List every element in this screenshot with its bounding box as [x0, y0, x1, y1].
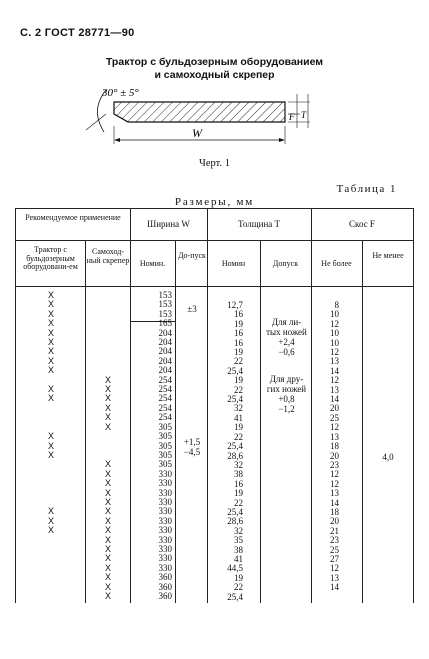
tolerance-cast-label-1: Для ли-: [271, 317, 302, 327]
title-line-1: Трактор с бульдозерным оборудованием: [105, 56, 324, 68]
tractor-mark: X: [47, 365, 54, 376]
thickness-value: 12,7: [227, 300, 243, 310]
angle-label: 30° ± 5°: [102, 87, 139, 99]
thickness-value: 28,6: [227, 450, 243, 461]
scraper-mark: X: [104, 591, 111, 601]
tractor-mark: X: [47, 431, 54, 442]
thickness-value: 19: [234, 572, 243, 583]
header-scraper: Самоход-ный скрепер: [86, 247, 130, 265]
scraper-mark: X: [104, 543, 111, 554]
thickness-value: 22: [234, 356, 243, 367]
scraper-mark: X: [104, 478, 111, 489]
tractor-mark: [39, 592, 63, 601]
blade-drawing: [80, 84, 320, 154]
width-value: 330: [158, 553, 172, 564]
scraper-mark: X: [104, 515, 111, 526]
bevel-value: 12: [330, 563, 339, 574]
bevel-value: 13: [330, 356, 339, 367]
scraper-mark: X: [104, 384, 111, 395]
tolerance-other-minus: −1,2: [278, 404, 295, 414]
width-value: 254: [158, 402, 172, 413]
bevel-value: 12: [330, 347, 339, 358]
width-value: 330: [158, 525, 172, 536]
scraper-mark: X: [104, 374, 111, 385]
width-value: 165: [158, 318, 172, 329]
bevel-max-column: [315, 301, 339, 593]
bevel-value: 14: [330, 582, 339, 593]
dimensions-table: [15, 208, 413, 603]
bevel-value: 20: [330, 403, 339, 414]
tolerance-cast-minus: −0,6: [278, 347, 295, 357]
bevel-value: 8: [334, 300, 339, 310]
width-value: 254: [158, 384, 172, 395]
tractor-mark: X: [47, 355, 54, 366]
table-label: Таблица 1: [336, 183, 397, 195]
thickness-value: 38: [234, 544, 243, 555]
bevel-value: 13: [330, 488, 339, 499]
scraper-mark: X: [104, 496, 111, 507]
width-value: 153: [158, 290, 172, 300]
bevel-value: 12: [330, 318, 339, 329]
tractor-mark: X: [47, 515, 54, 526]
width-value: 330: [158, 562, 172, 573]
thickness-value: 16: [234, 328, 243, 339]
bevel-value: 27: [330, 553, 339, 564]
thickness-value: 19: [234, 488, 243, 499]
bevel-value: 10: [330, 328, 339, 339]
bevel-value: 14: [330, 394, 339, 405]
bevel-value: 12: [330, 469, 339, 480]
width-value: 305: [158, 449, 172, 460]
thickness-value: 32: [234, 459, 243, 470]
scraper-mark: X: [104, 553, 111, 564]
thickness-value: 16: [234, 309, 243, 320]
tolerance-other-plus: +0,8: [278, 394, 295, 404]
width-value: 204: [158, 355, 172, 366]
header-thickness: Толщина T: [238, 219, 280, 229]
width-value: 330: [158, 534, 172, 545]
scraper-mark: X: [104, 421, 111, 432]
thickness-value: 19: [234, 422, 243, 433]
width-value: 204: [158, 365, 172, 376]
thickness-value: 35: [234, 535, 243, 546]
width-value: 254: [158, 374, 172, 385]
bevel-value: 20: [330, 450, 339, 461]
thickness-value: 41: [234, 412, 243, 423]
scraper-mark: X: [104, 562, 111, 573]
thickness-value: 19: [234, 347, 243, 358]
page-header: С. 2 ГОСТ 28771—90: [20, 27, 135, 39]
bevel-value: 21: [330, 525, 339, 536]
header-thickness-tolerance: Допуск: [272, 259, 299, 268]
tolerance-other-label-1: Для дру-: [269, 374, 304, 384]
header-bevel: Скос F: [349, 219, 375, 229]
thickness-nominal-column: [213, 301, 243, 602]
width-value: 360: [158, 591, 172, 601]
width-value: 330: [158, 515, 172, 526]
width-nominal-column: [140, 291, 172, 601]
figure-caption: Черт. 1: [199, 158, 230, 169]
scraper-column: [96, 291, 120, 601]
thickness-value: 32: [234, 403, 243, 414]
tractor-column: [39, 291, 63, 601]
bevel-value: 14: [330, 497, 339, 508]
tractor-mark: X: [47, 327, 54, 338]
bevel-label: F: [289, 112, 295, 122]
bevel-value: 13: [330, 384, 339, 395]
bevel-value: 10: [330, 309, 339, 320]
thickness-label: T: [301, 110, 307, 120]
header-tractor: Трактор с бульдозерным оборудовани-ем: [23, 245, 78, 272]
header-width-tolerance: До-пуск: [178, 251, 206, 260]
scraper-mark: X: [104, 581, 111, 592]
title-line-2: и самоходный скрепер: [154, 69, 275, 81]
thickness-value: 28,6: [227, 516, 243, 527]
thickness-value: 25,4: [227, 394, 243, 405]
tractor-mark: X: [47, 308, 54, 319]
thickness-value: 22: [234, 384, 243, 395]
tractor-mark: X: [47, 337, 54, 348]
header-application: Рекомендуемое применение: [25, 213, 121, 222]
bevel-value: 12: [330, 375, 339, 386]
tractor-mark: X: [47, 525, 54, 536]
header-bevel-min: Не менее: [372, 251, 404, 260]
bevel-value: 23: [330, 535, 339, 546]
tolerance-cast-plus: +2,4: [278, 337, 295, 347]
width-value: 254: [158, 393, 172, 404]
thickness-value: 19: [234, 318, 243, 329]
sizes-caption: Размеры, мм: [174, 196, 255, 208]
width-tolerance-2-minus: −4,5: [183, 447, 201, 457]
tolerance-cast-label-2: тых ножей: [266, 327, 307, 337]
thickness-value: 16: [234, 337, 243, 348]
bevel-value: 18: [330, 441, 339, 452]
scraper-mark: X: [104, 459, 111, 470]
scraper-mark: X: [104, 534, 111, 545]
bevel-min-value: 4,0: [382, 452, 394, 462]
width-value: 153: [158, 299, 172, 310]
bevel-value: 18: [330, 506, 339, 517]
thickness-value: 22: [234, 431, 243, 442]
width-value: 330: [158, 468, 172, 479]
bevel-value: 25: [330, 544, 339, 555]
thickness-value: 25,4: [227, 506, 243, 517]
header-thickness-nominal: Номин: [221, 259, 246, 268]
tractor-mark: X: [47, 449, 54, 460]
scraper-mark: X: [104, 402, 111, 413]
thickness-value: 22: [234, 582, 243, 593]
scraper-mark: X: [104, 412, 111, 423]
tractor-mark: X: [47, 346, 54, 357]
thickness-value: 19: [234, 375, 243, 386]
tractor-mark: X: [47, 299, 54, 310]
width-value: 204: [158, 346, 172, 357]
tolerance-other-label-2: гих ножей: [266, 384, 307, 394]
tractor-mark: X: [47, 290, 54, 300]
width-value: 305: [158, 440, 172, 451]
scraper-mark: X: [104, 572, 111, 583]
width-value: 254: [158, 412, 172, 423]
scraper-mark: X: [104, 393, 111, 404]
width-value: 330: [158, 487, 172, 498]
bevel-value: 14: [330, 365, 339, 376]
tractor-mark: X: [47, 318, 54, 329]
tractor-mark: X: [47, 384, 54, 395]
width-value: 360: [158, 581, 172, 592]
width-value: 330: [158, 496, 172, 507]
tractor-mark: X: [47, 393, 54, 404]
bevel-value: 13: [330, 572, 339, 583]
thickness-value: 41: [234, 553, 243, 564]
width-tolerance-2-plus: +1,5: [183, 437, 201, 447]
header-width-nominal: Номин.: [139, 259, 166, 268]
width-value: 330: [158, 543, 172, 554]
thickness-value: 25,4: [227, 591, 243, 602]
width-tolerance-1: ±3: [187, 304, 197, 314]
tractor-mark: X: [47, 506, 54, 517]
thickness-value: 32: [234, 525, 243, 536]
bevel-value: 12: [330, 422, 339, 433]
width-value: 360: [158, 572, 172, 583]
width-value: 330: [158, 478, 172, 489]
width-value: 204: [158, 337, 172, 348]
header-bevel-max: Не более: [321, 259, 352, 268]
width-value: 305: [158, 431, 172, 442]
width-value: 153: [158, 308, 172, 319]
width-label: W: [192, 126, 202, 140]
bevel-value: 13: [330, 431, 339, 442]
thickness-value: 25,4: [227, 441, 243, 452]
thickness-value: 16: [234, 478, 243, 489]
scraper-mark: X: [104, 506, 111, 517]
scraper-mark: X: [104, 487, 111, 498]
width-value: 330: [158, 506, 172, 517]
thickness-value: 25,4: [227, 365, 243, 376]
scraper-mark: X: [104, 525, 111, 536]
blade-section: [114, 102, 285, 122]
thickness-value: 38: [234, 469, 243, 480]
width-value: 305: [158, 421, 172, 432]
width-value: 305: [158, 459, 172, 470]
bevel-value: 10: [330, 337, 339, 348]
thickness-value: 44,5: [227, 563, 243, 574]
bevel-value: 23: [330, 459, 339, 470]
header-width: Ширина W: [147, 219, 190, 229]
bevel-value: 12: [330, 478, 339, 489]
scraper-mark: X: [104, 468, 111, 479]
bevel-value: 25: [330, 412, 339, 423]
thickness-value: 22: [234, 497, 243, 508]
tractor-mark: X: [47, 440, 54, 451]
bevel-value: 20: [330, 516, 339, 527]
width-value: 204: [158, 327, 172, 338]
